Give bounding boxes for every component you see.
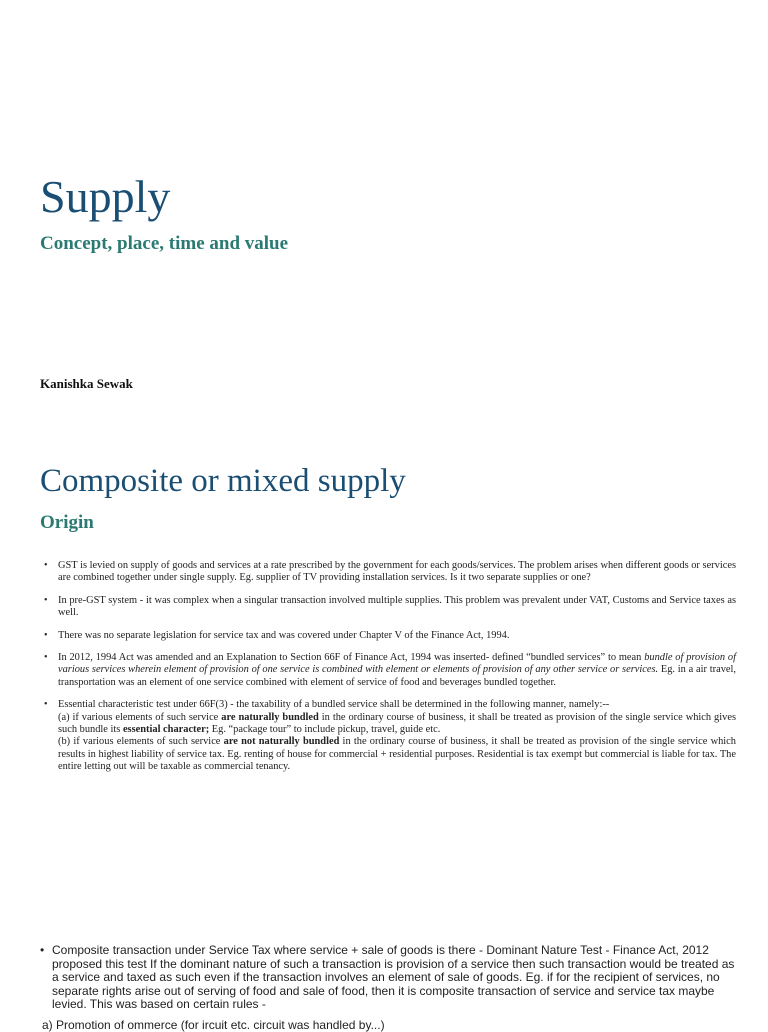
title-slide [0, 0, 768, 432]
sub-item-a: a) Promotion of ommerce (for ircuit etc. circuit was handled by...) [42, 1018, 385, 1032]
clause-text: in the ordinary course of business, it shall be treated as provision of the single service which gives such bundle its [58, 711, 736, 736]
bullet-list [40, 560, 736, 784]
composite-supply-slide [0, 432, 768, 864]
bullet-icon: • [44, 629, 48, 641]
bullet-icon: • [44, 560, 48, 571]
bullet-icon: • [44, 652, 48, 664]
clause-text: (a) if various elements of such service [58, 711, 222, 723]
emphasis-text: essential character; [122, 724, 210, 736]
bullet-text: There was no separate legislation for service tax and was covered under Chapter V of the Finance Act, 1994. [58, 629, 510, 641]
slide-title: Supply [40, 171, 171, 222]
list-item [40, 630, 736, 642]
emphasis-text: are not naturally bundled [223, 736, 340, 748]
slide-subtitle: Origin [40, 512, 94, 533]
list-item [40, 699, 736, 773]
clause-a [58, 712, 736, 737]
bullet-text: Eg. in a air travel, transportation was an element of one service combined with element of service of food and beverages bundled together. [58, 664, 736, 688]
author-name: Kanishka Sewak [40, 376, 133, 391]
bullet-intro: Essential characteristic test under 66F(3) - the taxability of a bundled service shall be determined in the following manner, namely:-- [58, 699, 610, 711]
slide-subtitle: Concept, place, time and value [40, 233, 289, 254]
bullet-icon: • [44, 699, 48, 711]
bullet-text: Composite transaction under Service Tax where service + sale of goods is there - Dominant Nature Test - Finance Act, 2012 proposed this test If the dominant nature of such a transaction is provision of a service then such transaction would be treated as a service and taxed as such even if the transaction involves an element of sale of goods. Eg. if for the recipient of services, no separate rights arise out of serving of food and sale of food, then it is composite transaction of service and service tax maybe levied. This was based on certain rules - [52, 943, 735, 1012]
slide-title: Composite or mixed supply [40, 463, 406, 499]
bullet-list [40, 944, 740, 1012]
list-item [40, 595, 736, 620]
clause-text: (b) if various elements of such service [58, 736, 224, 748]
list-item [40, 652, 736, 689]
clause-text: in the ordinary course of business, it shall be treated as provision of the single service which results in highest liability of service tax. Eg. renting of house for commercial + residential purposes. Residential is tax exempt but commercial is liable for tax. The entire letting out will be taxable as commercial tenancy. [58, 736, 736, 773]
clause-text: Eg. “package tour” to include pickup, travel, guide etc. [209, 724, 441, 736]
list-item [40, 560, 736, 585]
bullet-icon: • [40, 943, 45, 957]
bullet-text: In 2012, 1994 Act was amended and an Explanation to Section 66F of Finance Act, 1994 was inserted- defined “bundled services” to mean [58, 652, 645, 664]
list-item [40, 944, 740, 1012]
bundled-services-definition: bundle of provision of various services wherein element of provision of one service is combined with element or elements of provision of any other service or services. [58, 652, 736, 676]
bullet-text: In pre-GST system - it was complex when a singular transaction involved multiple supplies. This problem was prevalent under VAT, Customs and Service taxes as well. [58, 594, 736, 619]
bullet-text: GST is levied on supply of goods and services at a rate prescribed by the government for each goods/services. The problem arises when different goods or services are combined together under single supply. Eg. supplier of TV providing installation services. Is it two separate supplies or one? [58, 560, 736, 584]
emphasis-text: are naturally bundled [221, 711, 319, 723]
clause-b [58, 736, 736, 773]
bullet-icon: • [44, 594, 48, 606]
dominant-nature-slide [0, 864, 768, 1032]
